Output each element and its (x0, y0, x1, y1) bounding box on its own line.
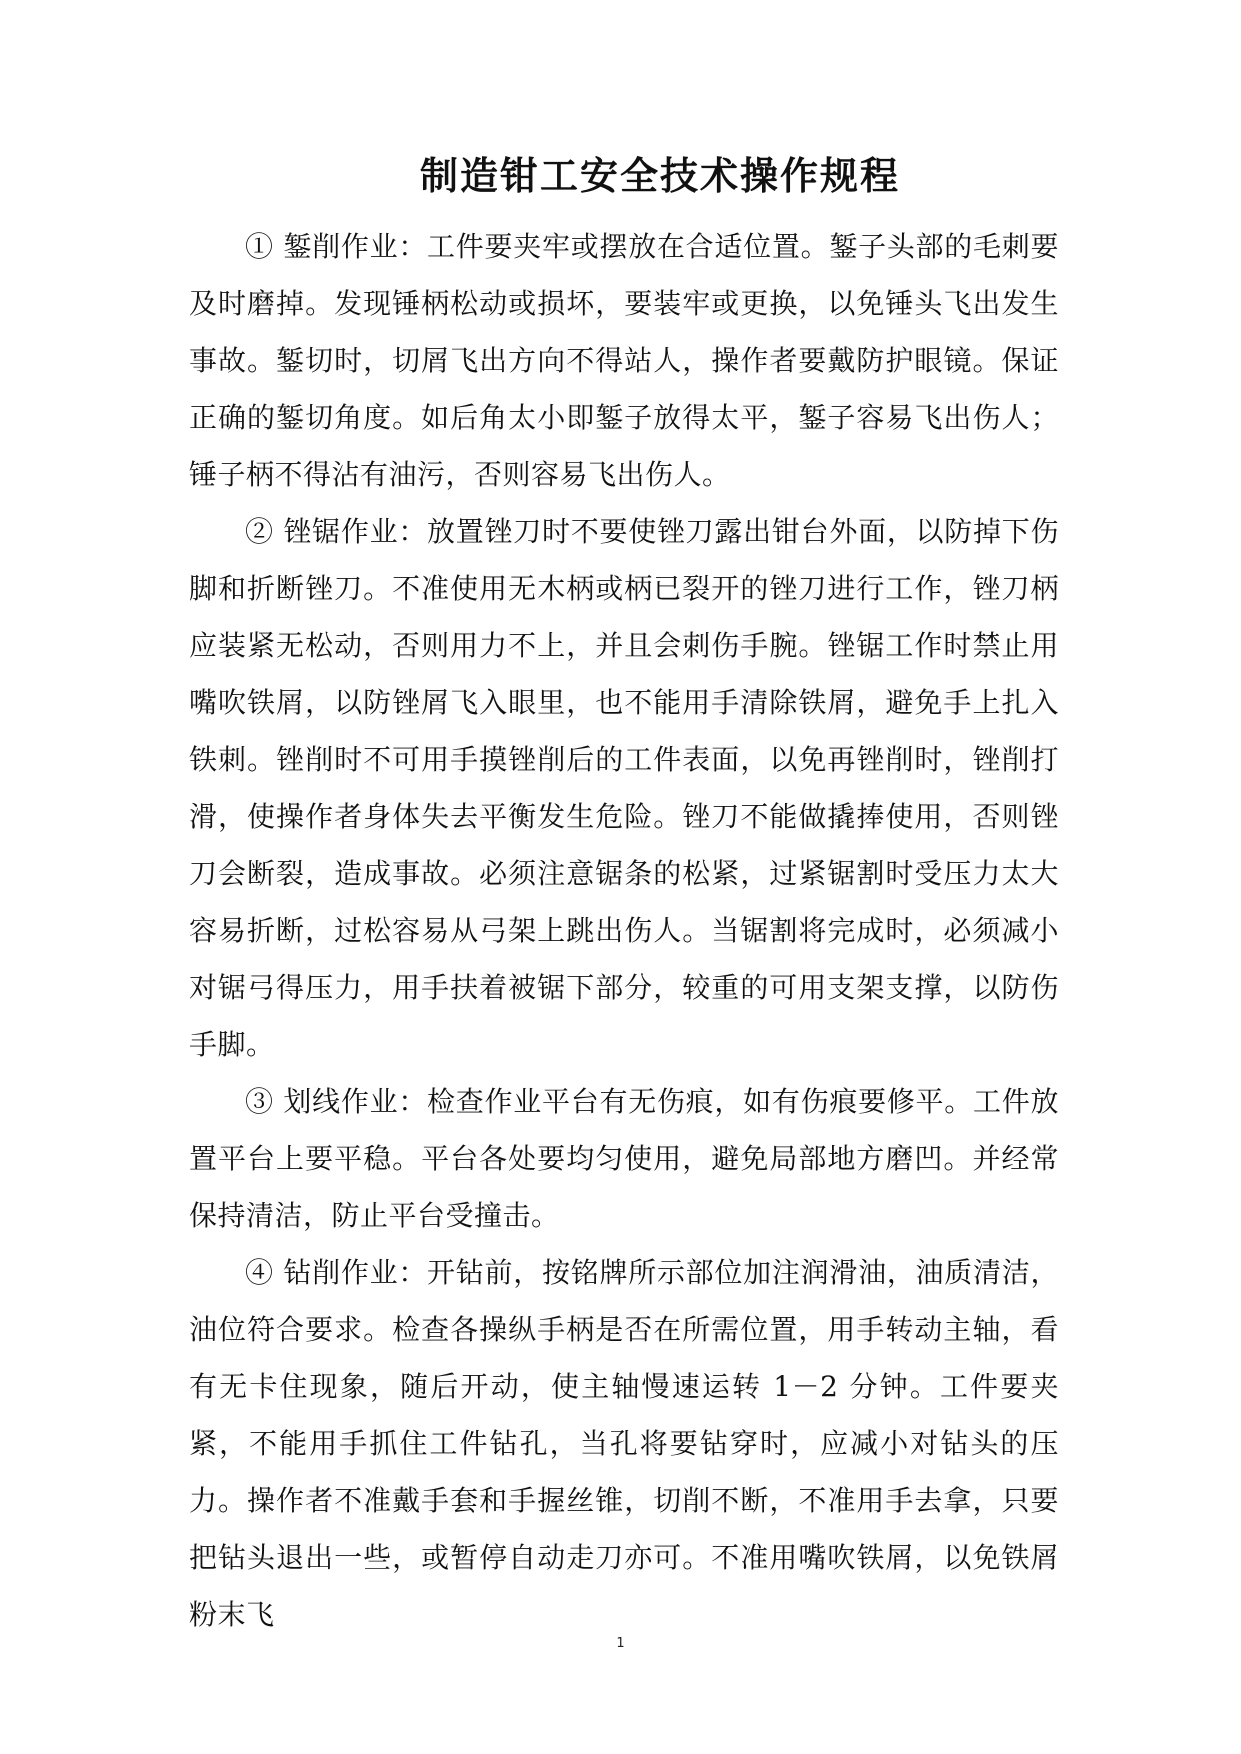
paragraph-marking (189, 1073, 1059, 1244)
paragraph-text: 划线作业：检查作业平台有无伤痕，如有伤痕要修平。工件放置平台上要平稳。平台各处要均匀使用，避免局部地方磨凹。并经常保持清洁，防止平台受撞击。 (189, 1085, 1059, 1232)
document-title: 制造钳工安全技术操作规程 (419, 153, 900, 198)
page-number: 1 (616, 1636, 625, 1651)
paragraph-marker: ③ (245, 1085, 274, 1118)
paragraph-text: 锉锯作业：放置锉刀时不要使锉刀露出钳台外面，以防掉下伤脚和折断锉刀。不准使用无木柄或柄已裂开的锉刀进行工作，锉刀柄应装紧无松动，否则用力不上，并且会刺伤手腕。锉锯工作时禁止用嘴吹铁屑，以防锉屑飞入眼里，也不能用手清除铁屑，避免手上扎入铁刺。锉削时不可用手摸锉削后的工件表面，以免再锉削时，锉削打滑，使操作者身体失去平衡发生危险。锉刀不能做撬捧使用，否则锉刀会断裂，造成事故。必须注意锯条的松紧，过紧锯割时受压力太大容易折断，过松容易从弓架上跳出伤人。当锯割将完成时，必须减小对锯弓得压力，用手扶着被锯下部分，较重的可用支架支撑，以防伤手脚。 (189, 515, 1059, 1061)
paragraph-text: 錾削作业：工件要夹牢或摆放在合适位置。錾子头部的毛刺要及时磨掉。发现锤柄松动或损坏，要装牢或更换，以免锤头飞出发生事故。錾切时，切屑飞出方向不得站人，操作者要戴防护眼镜。保证正确的錾切角度。如后角太小即錾子放得太平，錾子容易飞出伤人；锤子柄不得沾有油污，否则容易飞出伤人。 (189, 230, 1059, 491)
paragraph-filing-sawing (189, 503, 1059, 1073)
paragraph-marker: ④ (245, 1256, 274, 1289)
paragraph-chiseling (189, 218, 1059, 503)
paragraph-text: 钻削作业：开钻前，按铭牌所示部位加注润滑油，油质清洁，油位符合要求。检查各操纵手柄是否在所需位置，用手转动主轴，看有无卡住现象，随后开动，使主轴慢速运转 1－2 分钟。工件要夹紧，不能用手抓住工件钻孔，当孔将要钻穿时，应减小对钻头的压力。操作者不准戴手套和手握丝锥，切削不断，不准用手去拿，只要把钻头退出一些，或暂停自动走刀亦可。不准用嘴吹铁屑，以免铁屑粉末飞 (189, 1256, 1059, 1631)
paragraph-marker: ② (245, 515, 274, 548)
paragraph-drilling (189, 1244, 1059, 1643)
document-body (189, 218, 1059, 1643)
paragraph-marker: ① (245, 230, 274, 263)
